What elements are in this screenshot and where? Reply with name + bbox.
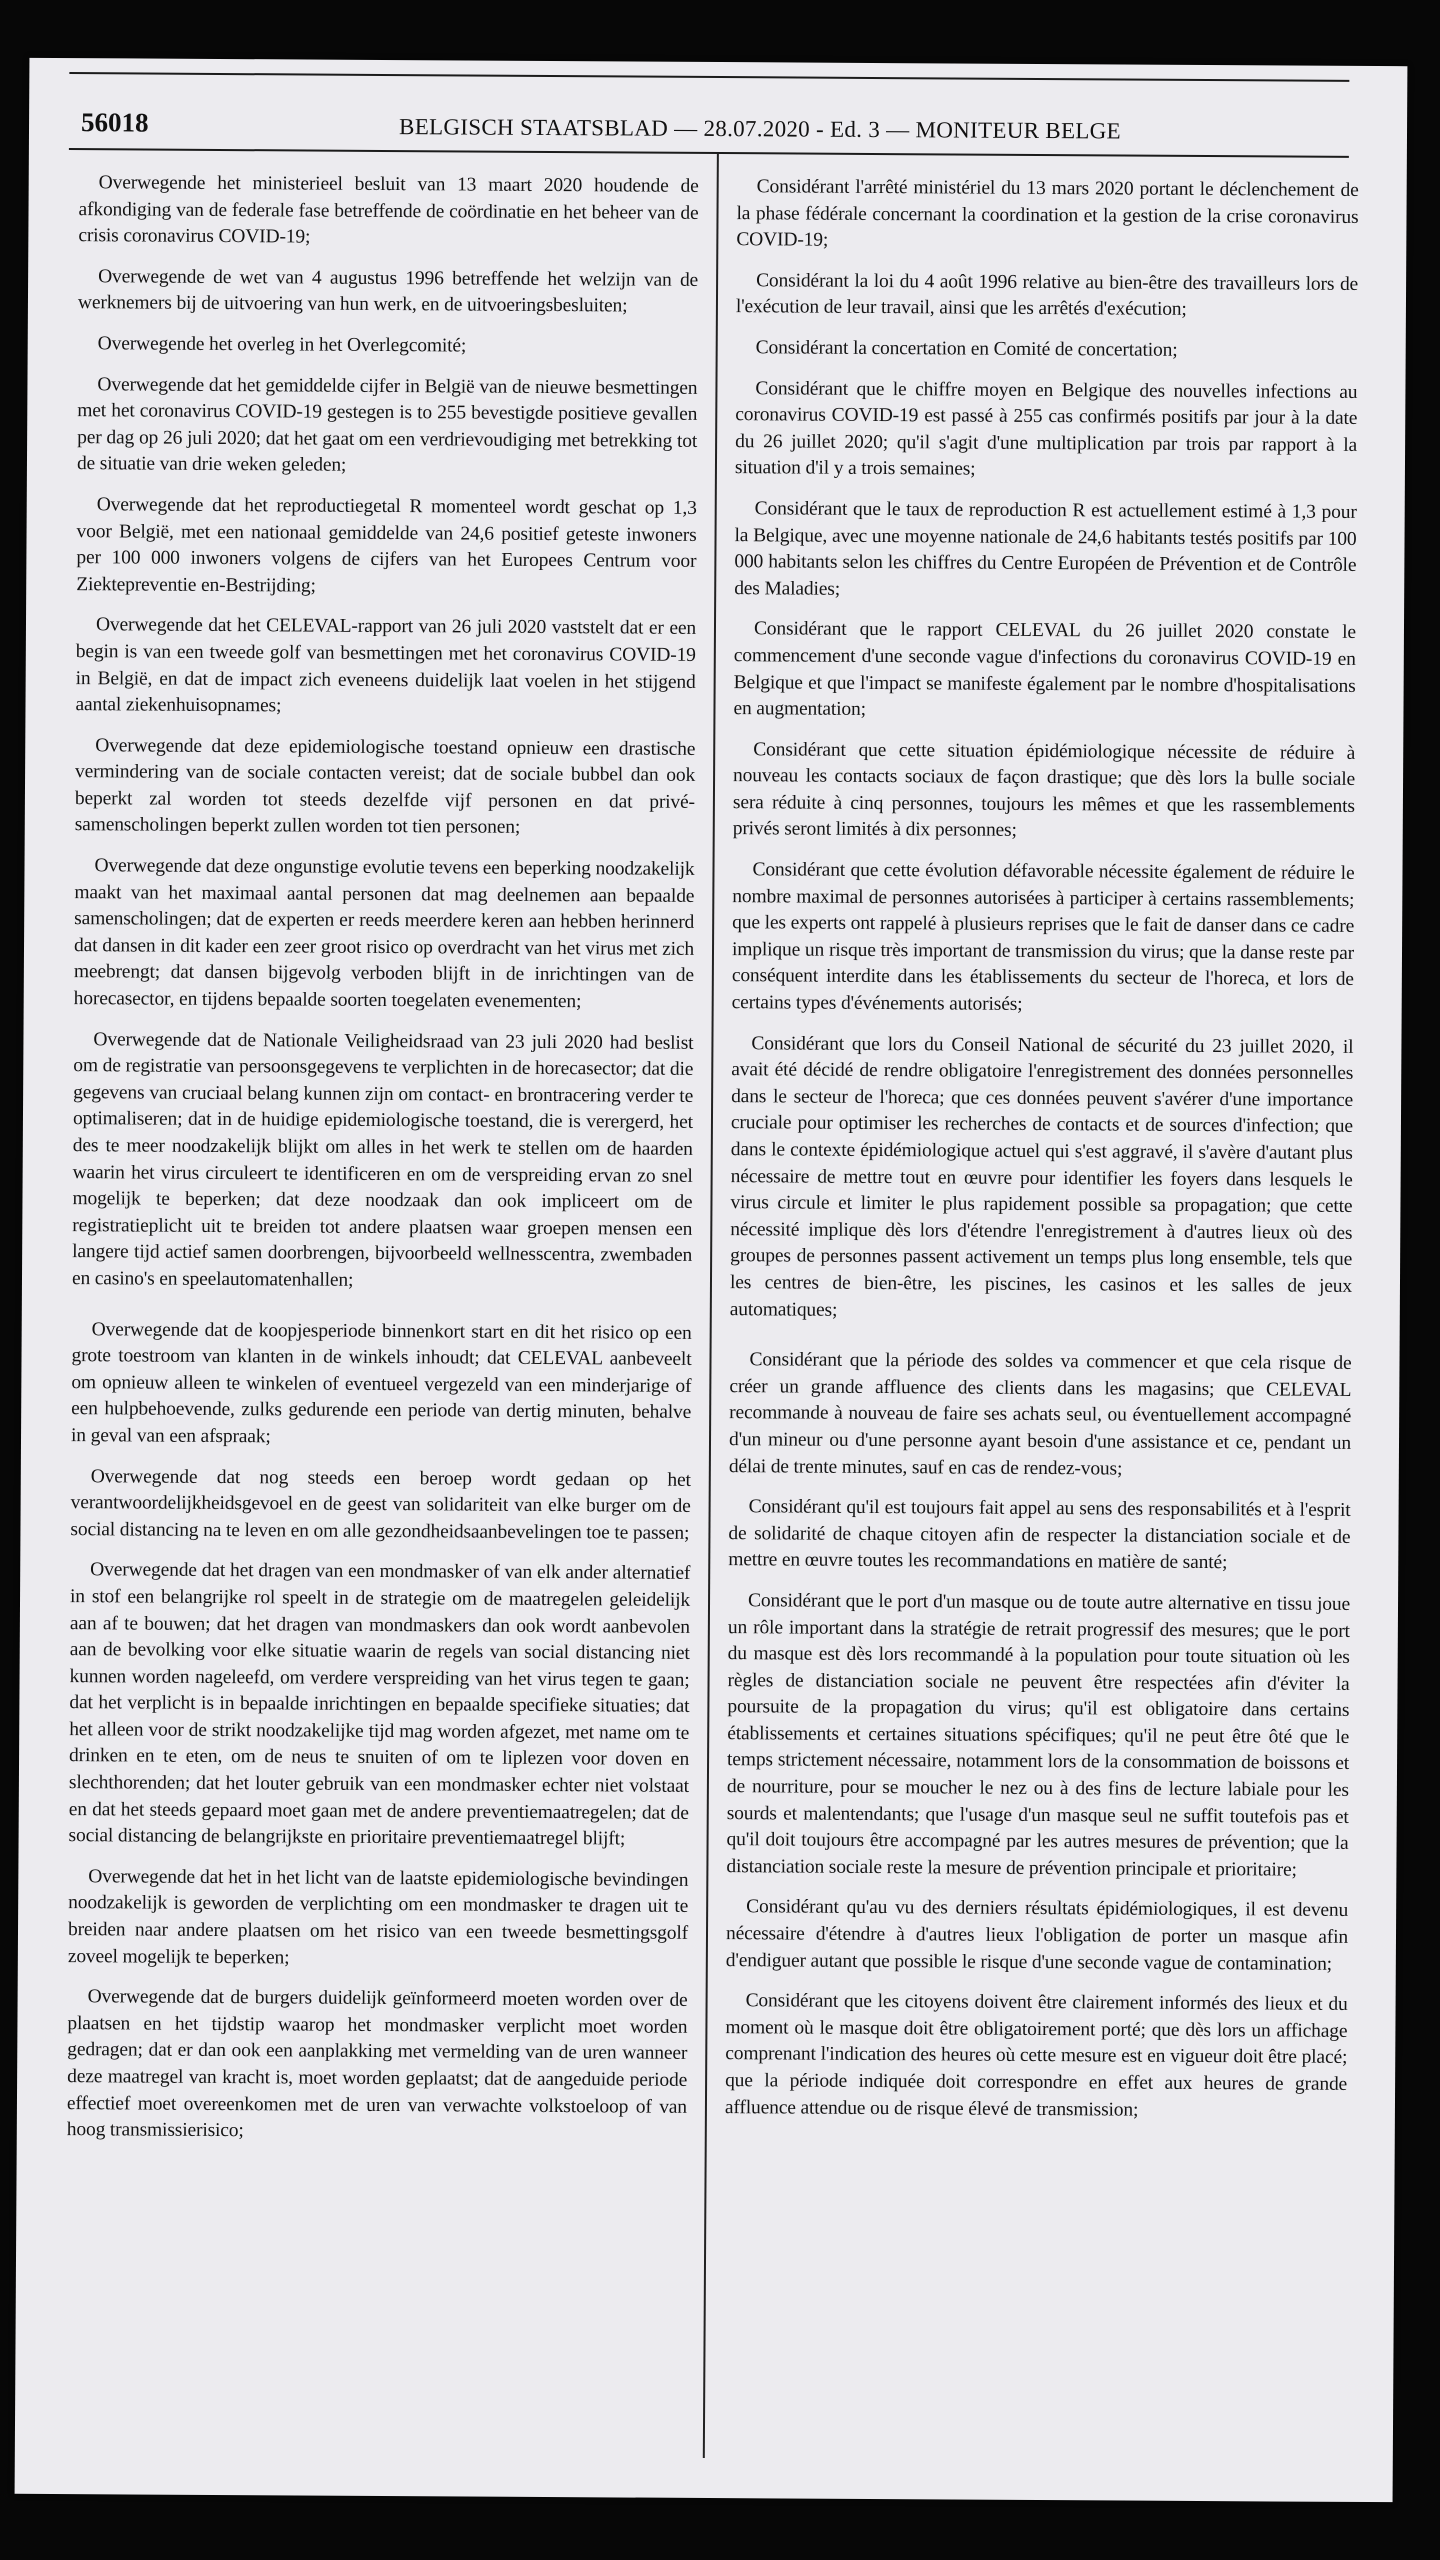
header-rule	[69, 148, 1349, 158]
nl-paragraph: Overwegende dat het dragen van een mondmasker of van elk ander alternatief in stof een belangrijke rol speelt in de strategie om de maatregelen geleidelijk aan af te bouwen; dat het dragen van mondmaskers dan ook wordt aanbevolen aan de bevolking voor elke situatie waarin de regels van social distancing niet kunnen worden nageleefd, om verdere verspreiding van het virus tegen te gaan; dat het verplicht is in bepaalde inrichtingen en bepaalde specifieke situaties; dat het alleen voor de strikt noodzakelijke tijd mag worden afgezet, met name om te drinken en te eten, om de neus te snuiten of om te liplezen voor doven en slechthorenden; dat het louter gebruik van een mondmasker echter niet volstaat en dat het steeds gepaard moet gaan met de andere preventiemaatregelen; dat de social distancing de belangrijkste en prioritaire preventiemaatregel blijft;	[68, 1559, 691, 1850]
nl-paragraph: Overwegende het overleg in het Overlegcomité;	[97, 333, 467, 357]
page-number: 56018	[80, 107, 149, 138]
fr-paragraph: Considérant que cette situation épidémiologique nécessite de réduire à nouveau les contacts sociaux de façon drastique; que dès lors la bulle sociale sera réduite à cinq personnes, toujours les mêmes et que les rassemblements privés seront limités à dix personnes;	[732, 738, 1356, 842]
masthead: BELGISCH STAATSBLAD — 28.07.2020 - Ed. 3 — MONITEUR BELGE	[399, 114, 1122, 144]
top-rule	[69, 72, 1349, 82]
fr-paragraph: Considérant que lors du Conseil National de sécurité du 23 juillet 2020, il avait été décidé de rendre obligatoire l'enregistrement des données personnelles dans le secteur de l'horeca; que ces données peuvent s'avérer d'une importance cruciale pour optimiser les recherches de contacts et de sources d'infection; que dans le contexte épidémiologique actuel qui s'est aggravé, il s'avère d'autant plus nécessaire de mettre tout en œuvre pour identifier les foyers dans lesquels le virus circule et limiter le plus rapidement possible sa propagation; que cette nécessité implique dès lors d'étendre l'enregistrement à d'autres lieux où des groupes de personnes passent activement un temps plus long ensemble, tels que les centres de bien-être, les piscines, les casinos et les salles de jeux automatiques;	[729, 1032, 1354, 1321]
nl-paragraph: Overwegende dat het CELEVAL-rapport van 26 juli 2020 vaststelt dat er een begin is van een tweede golf van besmettingen met het coronavirus COVID-19 in België, en dat de impact zich eveneens duidelijk laat voelen in het stijgend aantal ziekenhuisopnames;	[75, 614, 697, 717]
fr-paragraph: Considérant que le port d'un masque ou de toute autre alternative en tissu joue un rôle important dans la stratégie de retrait progressif des mesures; que le port du masque est dès lors recommandé à la population pour toute situation où les règles de distanciation sociale ne peuvent être respectées afin d'éviter la poursuite de la propagation du virus; qu'il est obligatoire dans certains établissements et certaines situations spécifiques; qu'il ne peut être ôté que le temps strictement nécessaire, notamment lors de la consommation de boissons et de nourriture, pour se moucher le nez ou à des fins de lecture labiale pour les sourds et malentendants; que l'usage d'un masque seul ne suffit toutefois pas et qu'il doit toujours être accompagné par les autres mesures de prévention; que la distanciation sociale reste la mesure de prévention principale et prioritaire;	[726, 1590, 1351, 1881]
gazette-page	[15, 58, 1408, 2502]
page-header	[81, 86, 1349, 146]
french-column	[725, 174, 1359, 2125]
fr-paragraph: Considérant qu'il est toujours fait appel au sens des responsabilités et à l'esprit de solidarité de chaque citoyen afin de respecter la distanciation sociale et de mettre en œuvre toutes les recommandations en matière de santé;	[728, 1496, 1351, 1574]
nl-paragraph: Overwegende dat het in het licht van de laatste epidemiologische bevindingen noodzakelijk is geworden de verplichting om een mondmasker te dragen uit te breiden naar andere plaatsen om het risico van een tweede besmettingsgolf zoveel mogelijk te beperken;	[67, 1866, 689, 1969]
nl-paragraph: Overwegende dat nog steeds een beroep wordt gedaan op het verantwoordelijkheidsgevoel en de geest van solidariteit van elke burger om de social distancing na te leven en om alle gezondheidsaanbevelingen toe te passen;	[70, 1465, 691, 1544]
nl-paragraph: Overwegende dat de Nationale Veiligheidsraad van 23 juli 2020 had beslist om de registratie van persoonsgegevens te verplichten in de horecasector; dat die gegevens van cruciaal belang kunnen zijn om contact- en brontracering verder te optimaliseren; dat in de huidige epidemiologische toestand, die is verergerd, het des te meer noodzakelijk blijkt om alles in het werk te stellen om de haarden waarin het virus circuleert te identificeren en om de verspreiding ervan zo snel mogelijk te beperken; dat deze noodzaak dan ook impliceert om de registratieplicht uit te breiden tot andere plaatsen waar groepen mensen een langere tijd actief samen doorbrengen, bijvoorbeeld wellnesscentra, zwembaden en casino's en speelautomatenhallen;	[71, 1028, 694, 1291]
column-divider	[703, 154, 719, 2458]
nl-paragraph: Overwegende dat het reproductiegetal R momenteel wordt geschat op 1,3 voor België, met een nationaal gemiddelde van 24,6 positief geteste inwoners per 100 000 inwoners volgens de cijfers van het Europees Centrum voor Ziektepreventie en-Bestrijding;	[76, 494, 697, 597]
fr-paragraph: Considérant que le chiffre moyen en Belgique des nouvelles infections au coronavirus COVID-19 est passé à 255 cas confirmés positifs par jour à la date du 26 juillet 2020; qu'il s'agit d'une multiplication par trois par rapport à la situation d'il y a trois semaines;	[734, 377, 1358, 480]
nl-paragraph: Overwegende de wet van 4 augustus 1996 betreffende het welzijn van de werknemers bij de uitvoering van hun werk, en de uitvoeringsbesluiten;	[77, 266, 699, 317]
fr-paragraph: Considérant l'arrêté ministériel du 13 mars 2020 portant le déclenchement de la phase fédérale concernant la coordination et la gestion de la crise coronavirus COVID-19;	[736, 176, 1359, 251]
nl-paragraph: Overwegende dat deze ongunstige evolutie tevens een beperking noodzakelijk maakt van het maximaal aantal personen dat mag deelnemen aan bepaalde samenscholingen; dat de experten er reeds meerdere keren aan hebben herinnerd dat dansen in dit kader een zeer groot risico op overdracht van het virus met zich meebrengt; dat dansen bijgevolg verboden blijft in de inrichtingen van de horecasector, en tijdens bepaalde soorten toegelaten evenementen;	[73, 855, 695, 1013]
fr-paragraph: Considérant la loi du 4 août 1996 relative au bien-être des travailleurs lors de l'exécution de leur travail, ainsi que les arrêtés d'exécution;	[735, 270, 1359, 321]
fr-paragraph: Considérant qu'au vu des derniers résultats épidémiologiques, il est devenu nécessaire d'étendre à d'autres lieux l'obligation de porter un masque afin d'endiguer autant que possible le risque d'une seconde vague de contamination;	[725, 1896, 1349, 1975]
nl-paragraph: Overwegende dat het gemiddelde cijfer in België van de nieuwe besmettingen met het coronavirus COVID-19 gestegen is to 255 bevestigde positieve gevallen per dag op 26 juli 2020; dat het gaat om een verdrievoudiging met betrekking tot de situatie van drie weken geleden;	[76, 373, 698, 477]
dutch-column	[67, 170, 699, 2148]
fr-paragraph: Considérant que les citoyens doivent être clairement informés des lieux et du moment où le masque doit être obligatoirement porté; que dès lors un affichage comprenant l'indication des heures où cette mesure est en vigueur doit être placé; que la période indiquée doit correspondre en effet aux heures de grande affluence attendue ou de risque élevé de transmission;	[724, 1990, 1348, 2121]
nl-paragraph: Overwegende dat deze epidemiologische toestand opnieuw een drastische vermindering van de sociale contacten vereist; dat de sociale bubbel dan ook beperkt zal worden tot steeds dezelfde vijf personen en dat privé-samenscholingen beperkt zullen worden tot tien personen;	[74, 734, 696, 839]
fr-paragraph: Considérant que le rapport CELEVAL du 26 juillet 2020 constate le commencement d'une seconde vague d'infections du coronavirus COVID-19 en Belgique et que l'impact se manifeste également par le nombre d'hospitalisations en augmentation;	[733, 618, 1357, 721]
nl-paragraph: Overwegende dat de burgers duidelijk geïnformeerd moeten worden over de plaatsen en het tijdstip waarop het mondmasker verplicht moet worden gedragen; dat er dan ook een aanplakking met vermelding van de uren wanneer deze maatregel van kracht is, moet worden geplaatst; dat de aangeduide periode effectief moet overeenkomen met de uren van verwachte volkstoeloop of van hoog transmissierisico;	[66, 1986, 688, 2142]
nl-paragraph: Overwegende het ministerieel besluit van 13 maart 2020 houdende de afkondiging van de federale fase betreffende de coördinatie en het beheer van de crisis coronavirus COVID-19;	[78, 172, 699, 248]
fr-paragraph: Considérant la concertation en Comité de concertation;	[755, 337, 1178, 361]
fr-paragraph: Considérant que la période des soldes va commencer et que cela risque de créer un grande affluence des clients dans les magasins; que CELEVAL recommande à nouveau de faire ses achats seul, ou éventuellement accompagné d'un mineur ou d'une personne ayant besoin d'une assistance et ce, pendant un délai de trente minutes, sauf en cas de rendez-vous;	[728, 1349, 1352, 1480]
nl-paragraph: Overwegende dat de koopjesperiode binnenkort start en dit het risico op een grote toestroom van klanten in de winkels inhoudt; dat CELEVAL aanbeveelt om opnieuw alleen te winkelen of eventueel vergezeld van een minderjarige of een hulpbehoevende, zulks gedurende een periode van dertig minuten, behalve in geval van een afspraak;	[70, 1318, 692, 1448]
fr-paragraph: Considérant que le taux de reproduction R est actuellement estimé à 1,3 pour la Belgique, avec une moyenne nationale de 24,6 habitants testés positifs par 100 000 habitants selon les chiffres du Centre Européen de Prévention et de Contrôle des Maladies;	[734, 498, 1357, 600]
fr-paragraph: Considérant que cette évolution défavorable nécessite également de réduire le nombre maximal de personnes autorisées à participer à certains rassemblements; que les experts ont rappelé à plusieurs reprises que le fait de danser dans ce cadre implique un risque très important de transmission du virus; que la danse reste par conséquent interdite dans les établissements du secteur de l'horeca, et lors de certains types d'événements autorisés;	[731, 859, 1355, 1015]
